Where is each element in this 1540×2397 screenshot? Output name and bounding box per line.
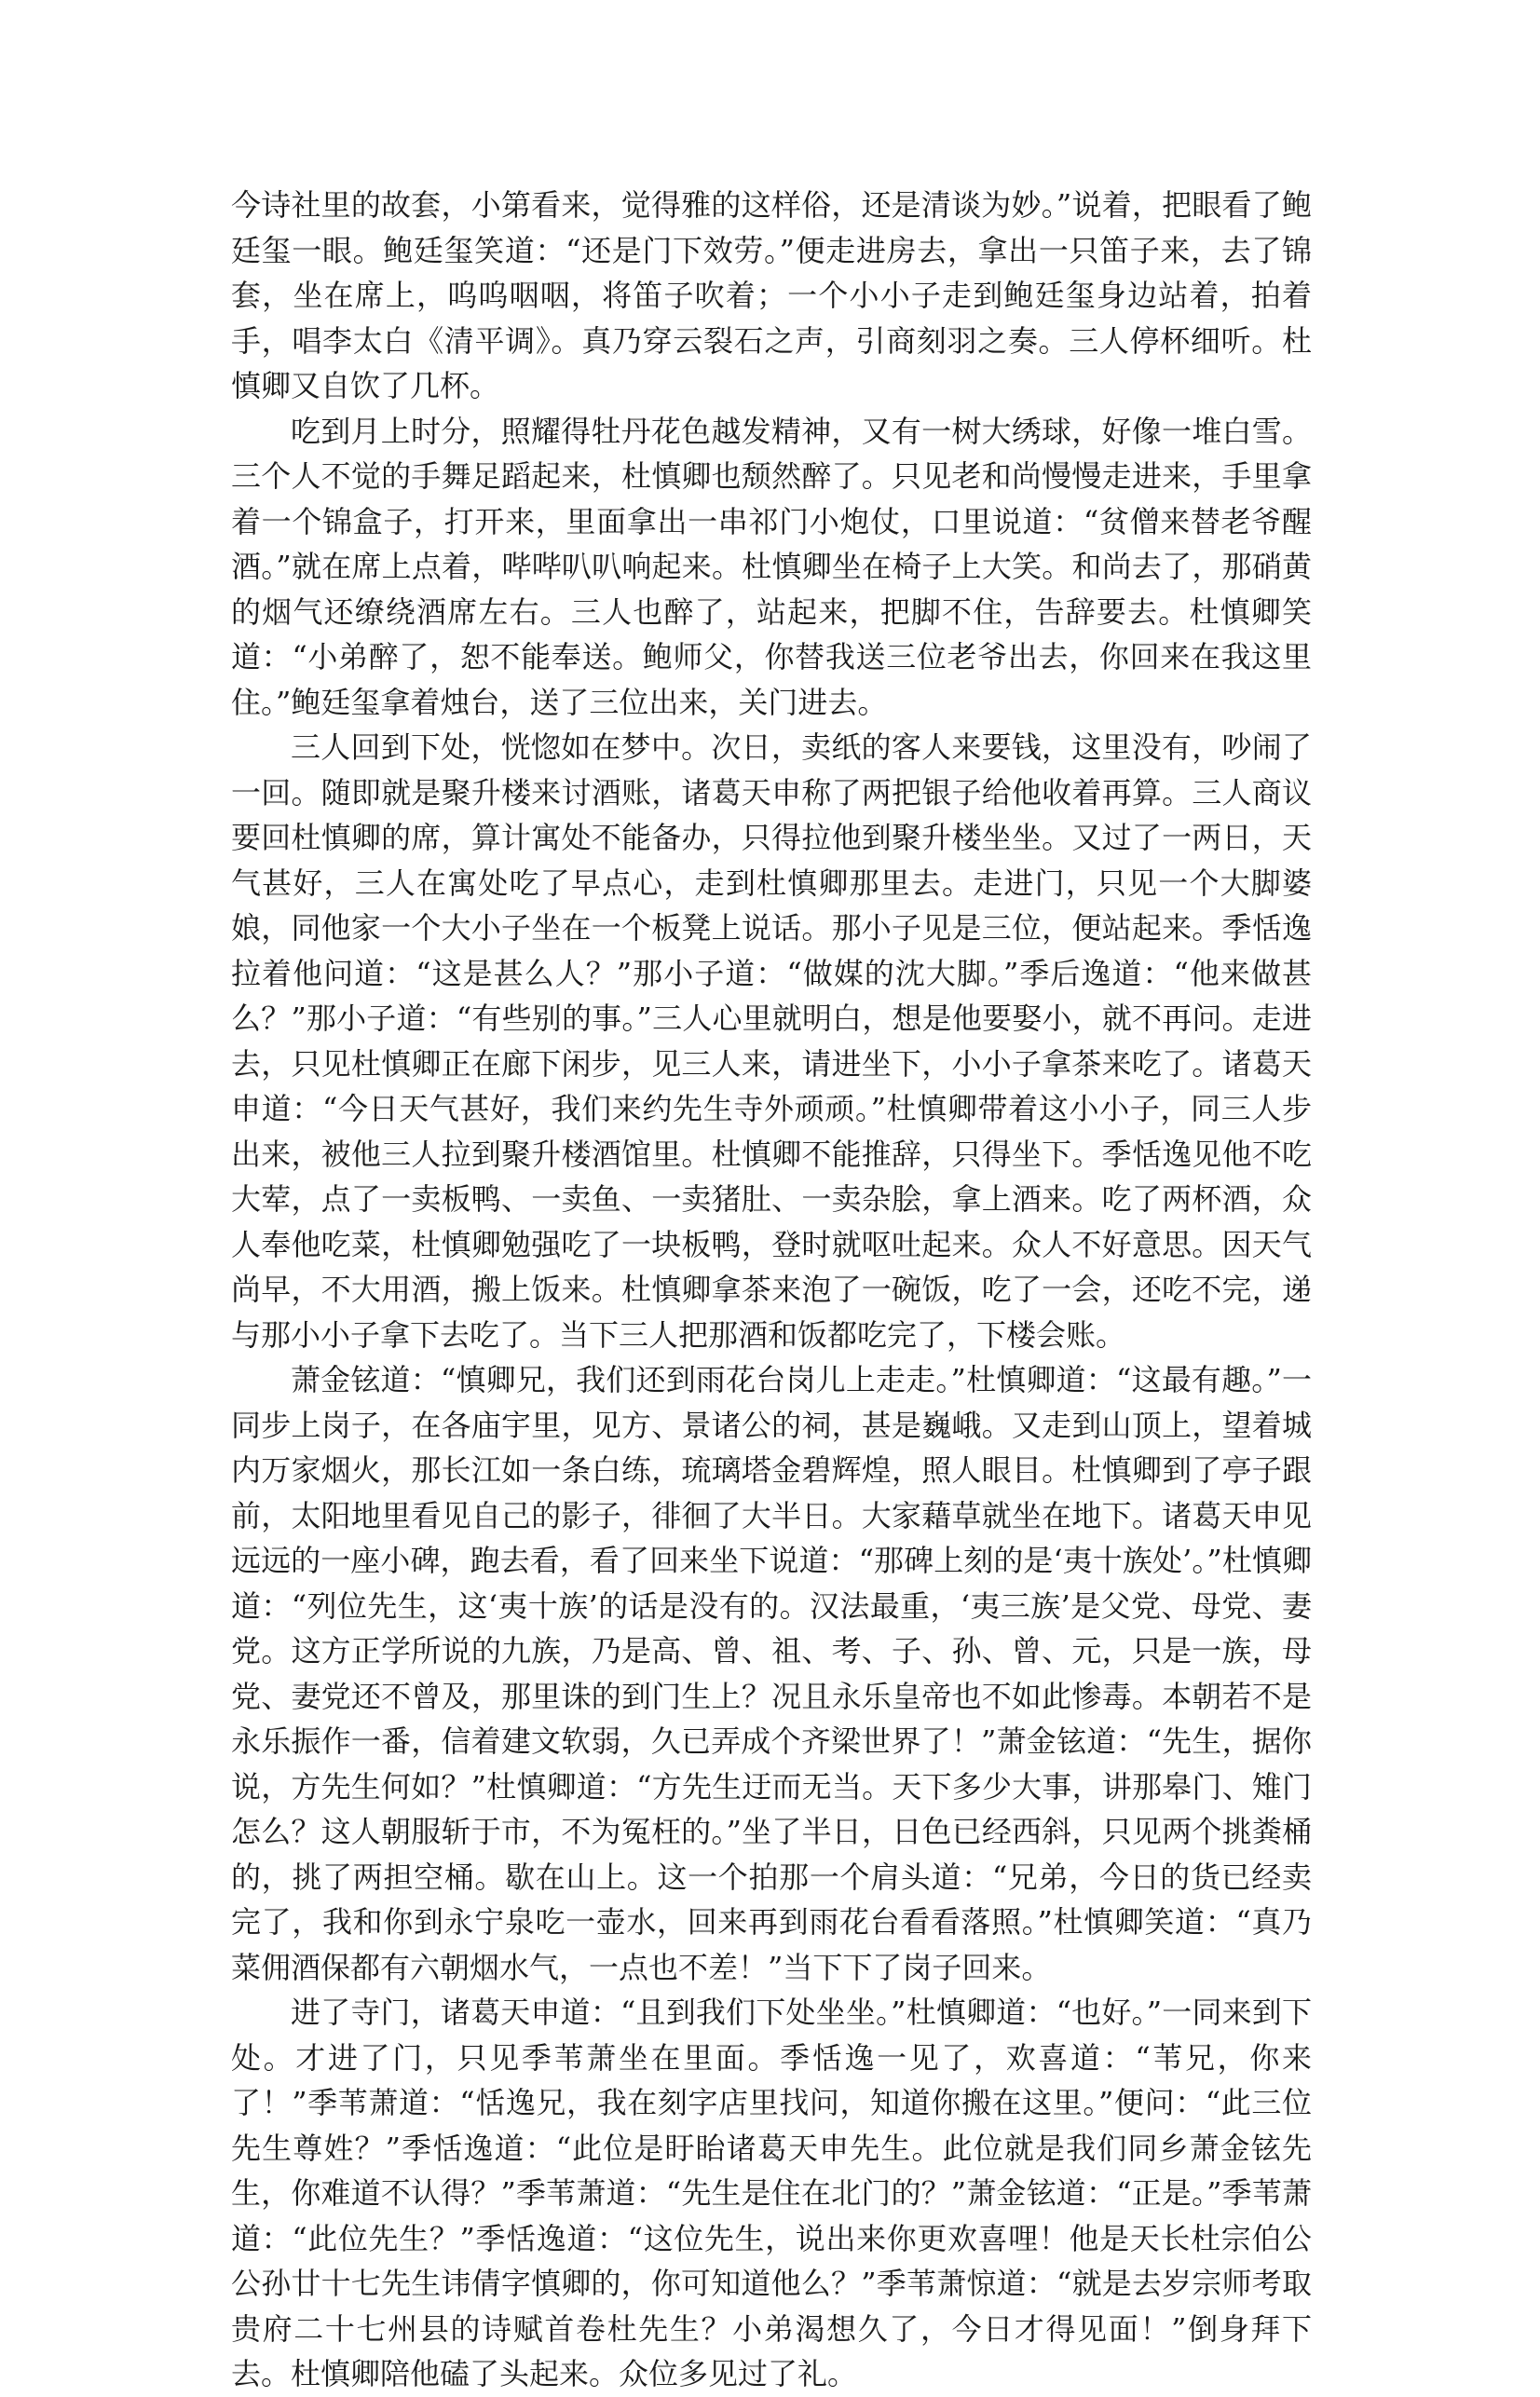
- paragraph-3: 三人回到下处，恍惚如在梦中。次日，卖纸的客人来要钱，这里没有，吵闹了一回。随即就是聚升楼来讨酒账，诸葛天申称了两把银子给他收着再算。三人商议要回杜慎卿的席，算计寓处不能备办，只得拉他到聚升楼坐坐。又过了一两日，天气甚好，三人在寓处吃了早点心，走到杜慎卿那里去。走进门，只见一个大脚婆娘，同他家一个大小子坐在一个板凳上说话。那小子见是三位，便站起来。季恬逸拉着他问道：“这是甚么人？”那小子道：“做媒的沈大脚。”季后逸道：“他来做甚么？”那小子道：“有些别的事。”三人心里就明白，想是他要娶小，就不再问。走进去，只见杜慎卿正在廊下闲步，见三人来，请进坐下，小小子拿茶来吃了。诸葛天申道：“今日天气甚好，我们来约先生寺外顽顽。”杜慎卿带着这小小子，同三人步出来，被他三人拉到聚升楼酒馆里。杜慎卿不能推辞，只得坐下。季恬逸见他不吃大荤，点了一卖板鸭、一卖鱼、一卖猪肚、一卖杂脍，拿上酒来。吃了两杯酒，众人奉他吃菜，杜慎卿勉强吃了一块板鸭，登时就呕吐起来。众人不好意思。因天气尚早，不大用酒，搬上饭来。杜慎卿拿茶来泡了一碗饭，吃了一会，还吃不完，递与那小小子拿下去吃了。当下三人把那酒和饭都吃完了，下楼会账。: [231, 729, 1312, 1353]
- paragraph-1: 今诗社里的故套，小第看来，觉得雅的这样俗，还是清谈为妙。”说着，把眼看了鲍廷玺一眼。鲍廷玺笑道：“还是门下效劳。”便走进房去，拿出一只笛子来，去了锦套，坐在席上，呜呜咽咽，将笛子吹着；一个小小子走到鲍廷玺身边站着，拍着手，唱李太白《清平调》。真乃穿云裂石之声，引商刻羽之奏。三人停杯细听。杜慎卿又自饮了几杯。: [231, 187, 1312, 403]
- paragraph-2: 吃到月上时分，照耀得牡丹花色越发精神，又有一树大绣球，好像一堆白雪。三个人不觉的手舞足蹈起来，杜慎卿也颓然醉了。只见老和尚慢慢走进来，手里拿着一个锦盒子，打开来，里面拿出一串祁门小炮仗，口里说道：“贫僧来替老爷醒酒。”就在席上点着，哔哔叭叭响起来。杜慎卿坐在椅子上大笑。和尚去了，那硝黄的烟气还缭绕酒席左右。三人也醉了，站起来，把脚不住，告辞要去。杜慎卿笑道：“小弟醉了，恕不能奉送。鲍师父，你替我送三位老爷出去，你回来在我这里住。”鲍廷玺拿着烛台，送了三位出来，关门进去。: [231, 413, 1312, 720]
- paragraph-4: 萧金铉道：“慎卿兄，我们还到雨花台岗儿上走走。”杜慎卿道：“这最有趣。”一同步上岗子，在各庙宇里，见方、景诸公的祠，甚是巍峨。又走到山顶上，望着城内万家烟火，那长江如一条白练，琉璃塔金碧辉煌，照人眼目。杜慎卿到了亭子跟前，太阳地里看见自己的影子，徘徊了大半日。大家藉草就坐在地下。诸葛天申见远远的一座小碑，跑去看，看了回来坐下说道：“那碑上刻的是‘夷十族处’。”杜慎卿道：“列位先生，这‘夷十族’的话是没有的。汉法最重，‘夷三族’是父党、母党、妻党。这方正学所说的九族，乃是高、曾、祖、考、子、孙、曾、元，只是一族，母党、妻党还不曾及，那里诛的到门生上？况且永乐皇帝也不如此惨毒。本朝若不是永乐振作一番，信着建文软弱，久已弄成个齐梁世界了！”萧金铉道：“先生，据你说，方先生何如？”杜慎卿道：“方先生迂而无当。天下多少大事，讲那皋门、雉门怎么？这人朝服斩于市，不为冤枉的。”坐了半日，日色已经西斜，只见两个挑粪桶的，挑了两担空桶。歇在山上。这一个拍那一个肩头道：“兄弟，今日的货已经卖完了，我和你到永宁泉吃一壶水，回来再到雨花台看看落照。”杜慎卿笑道：“真乃菜佣酒保都有六朝烟水气，一点也不差！”当下下了岗子回来。: [231, 1362, 1312, 1985]
- paragraph-5: 进了寺门，诸葛天申道：“且到我们下处坐坐。”杜慎卿道：“也好。”一同来到下处。才进了门，只见季苇萧坐在里面。季恬逸一见了，欢喜道：“苇兄，你来了！”季苇萧道：“恬逸兄，我在刻字店里找问，知道你搬在这里。”便问：“此三位先生尊姓？”季恬逸道：“此位是盱眙诸葛天申先生。此位就是我们同乡萧金铉先生，你难道不认得？”季苇萧道：“先生是住在北门的？”萧金铉道：“正是。”季苇萧道：“此位先生？”季恬逸道：“这位先生，说出来你更欢喜哩！他是天长杜宗伯公公孙廿十七先生讳倩字慎卿的，你可知道他么？”季苇萧惊道：“就是去岁宗师考取贵府二十七州县的诗赋首卷杜先生？小弟渴想久了，今日才得见面！”倒身拜下去。杜慎卿陪他磕了头起来。众位多见过了礼。: [231, 1995, 1312, 2391]
- document-page: [231, 183, 1312, 2397]
